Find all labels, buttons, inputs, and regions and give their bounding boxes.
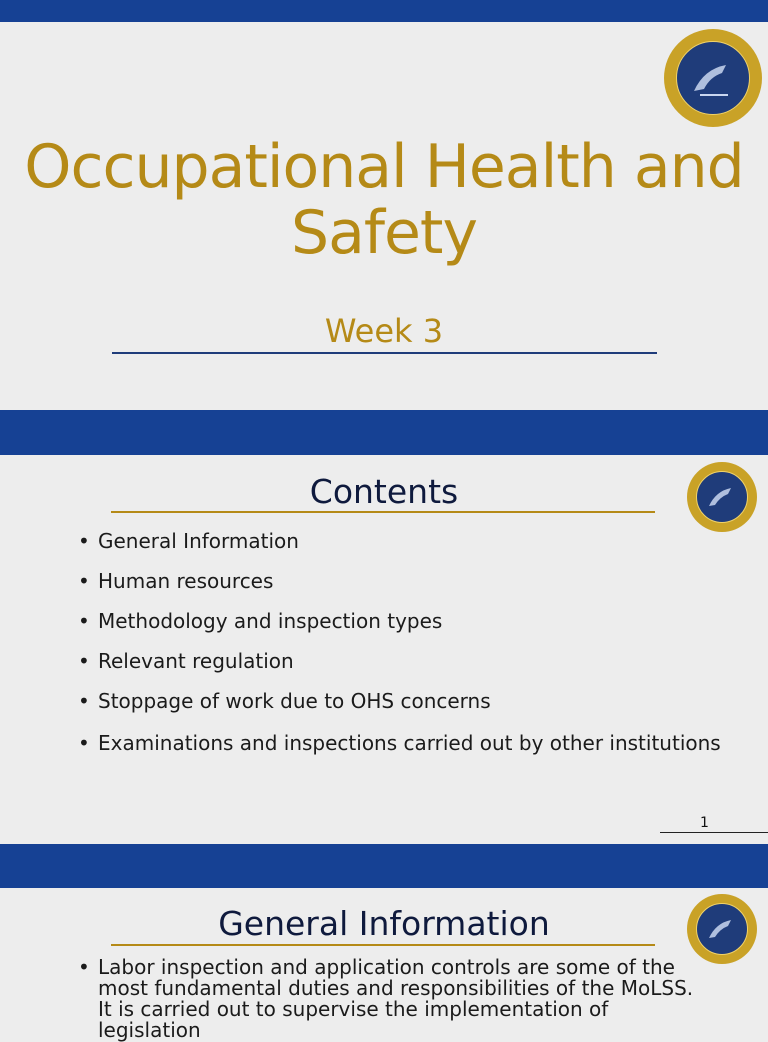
- list-item: • Examinations and inspections carried out by other institutions: [78, 730, 721, 770]
- list-item: • General Information: [78, 528, 721, 568]
- title-divider: [112, 352, 657, 354]
- week-subtitle: Week 3: [324, 312, 444, 350]
- contents-heading: Contents: [309, 472, 459, 511]
- list-item: • Stoppage of work due to OHS concerns: [78, 688, 721, 730]
- general-info-divider: [111, 944, 655, 946]
- list-item: • Relevant regulation: [78, 648, 721, 688]
- page-number-rule: [660, 832, 768, 833]
- top-band: [0, 0, 768, 22]
- page-number: 1: [700, 815, 709, 831]
- slide-separator-band: [0, 844, 768, 888]
- list-item: • Methodology and inspection types: [78, 608, 721, 648]
- contents-divider: [111, 511, 655, 513]
- slide-separator-band: [0, 410, 768, 455]
- university-seal-logo: [664, 29, 762, 127]
- general-info-paragraph: • Labor inspection and application controls are some of the most fundamental duties and responsibilities of the MoLSS. It is carried out to supervise the implementation of legislation: [78, 957, 698, 1041]
- general-info-heading: General Information: [218, 904, 550, 943]
- list-item: • Human resources: [78, 568, 721, 608]
- presentation-title: Occupational Health and Safety: [24, 132, 744, 268]
- contents-list: [78, 528, 721, 770]
